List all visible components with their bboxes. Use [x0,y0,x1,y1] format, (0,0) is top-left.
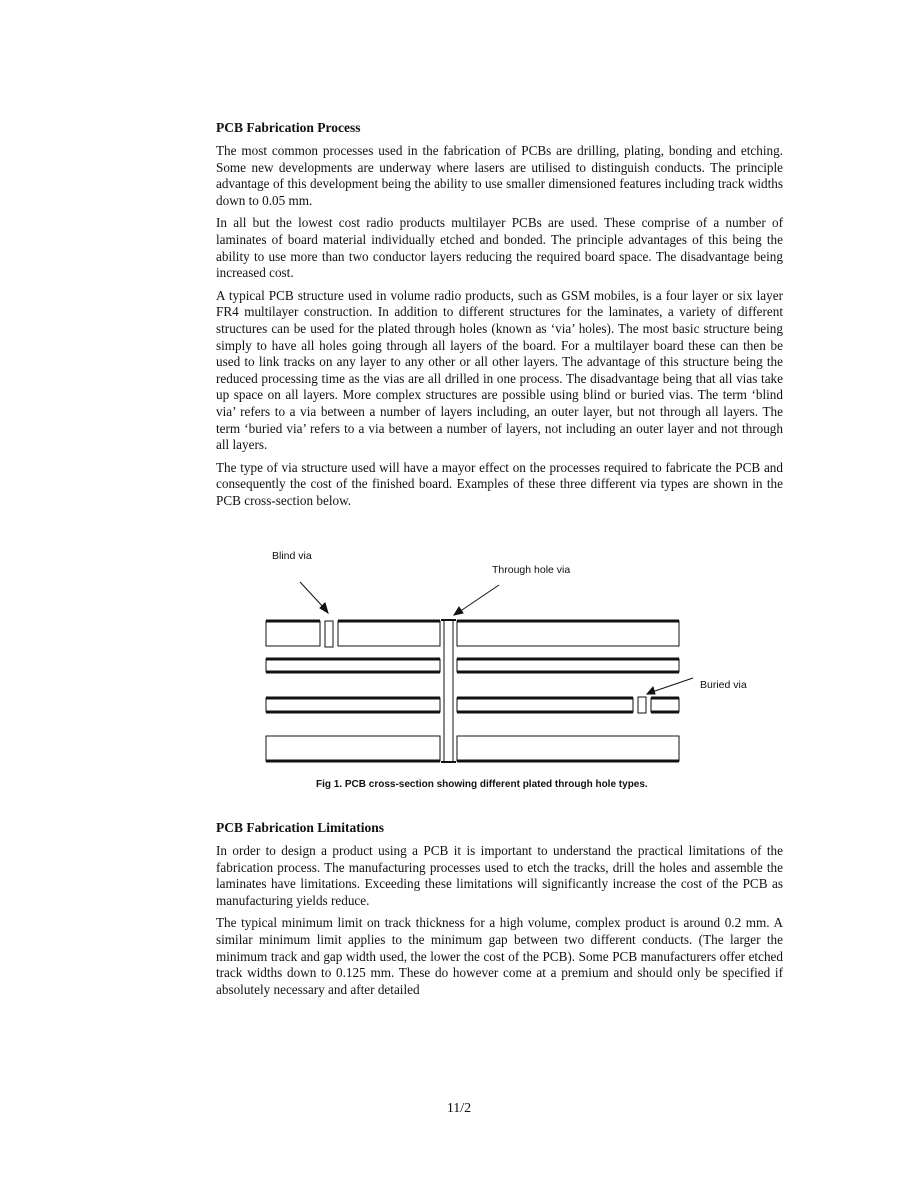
section-fabrication-limitations [216,820,783,998]
buried-via-hole [638,697,646,713]
paragraph: A typical PCB structure used in volume radio products, such as GSM mobiles, is a four layer or six layer FR4 multilayer construction. In addition to different structures for the laminates, a variety of different structures can be used for the plated through holes (known as ‘via’ holes). The most basic structure being simply to have all holes going through all layers of the board. For a multilayer board these can then be used to link tracks on any layer to any other or all other layers. The advantage of this structure being the reduced processing time as the vias are all drilled in one process. The disadvantage being that all vias take up space on all layers. More complex structures are possible using blind or buried vias. The term ‘blind via’ refers to a via between a number of layers including, an outer layer, but not through all layers. The term ‘buried via’ refers to a via between a number of layers, not including an outer layer and not through all layers. [216,287,783,453]
blind-via-arrow [300,582,325,609]
page-number: 11/2 [446,1101,472,1116]
buried-via-label: Buried via [700,679,747,691]
blind-via-hole [325,621,333,647]
blind-via-label: Blind via [272,550,312,562]
arrowhead [647,687,655,694]
through-hole-via-label: Through hole via [492,564,571,576]
layer-4 [266,736,679,761]
layer-2 [266,659,679,672]
paragraph: The typical minimum limit on track thickness for a high volume, complex product is around 0.2 mm. A similar minimum limit applies to the minimum gap between two different conducts. (The larger the minimum track and gap width used, the lower the cost of the PCB). Some PCB manufacturers offer etched track widths down to 0.125 mm. These do however come at a premium and should only be specified if absolutely necessary and after detailed [216,915,783,997]
paragraph: In order to design a product using a PCB it is important to understand the practical limitations of the fabrication process. The manufacturing processes used to etch the tracks, drill the holes and assemble the laminates have limitations. Exceeding these limitations will significantly increase the cost of the PCB as manufacturing yields reduce. [216,843,783,908]
layer-3 [266,697,679,713]
cross-section-diagram [0,548,918,798]
through-hole-via [441,620,456,762]
layer-1 [266,621,679,647]
paragraph: The type of via structure used will have a mayor effect on the processes required to fabricate the PCB and consequently the cost of the finished board. Examples of these three different via types are shown in the PCB cross-section below. [216,459,783,508]
section-heading: PCB Fabrication Process [216,120,361,135]
leader-arrows [300,582,693,694]
paragraph: In all but the lowest cost radio products multilayer PCBs are used. These comprise of a number of laminates of board material individually etched and bonded. The principle advantages of this being the ability to use more than two conductor layers reducing the required board space. The disadvantage being increased cost. [216,215,783,281]
section-fabrication-process [216,120,783,509]
through-via-arrow [459,585,499,612]
section-heading: PCB Fabrication Limitations [216,820,384,835]
arrowhead [454,607,463,615]
figure-caption: Fig 1. PCB cross-section showing different plated through hole types. [316,779,648,790]
pcb-cross-section-figure [0,548,918,798]
buried-via-arrow [652,678,693,692]
paragraph: The most common processes used in the fabrication of PCBs are drilling, plating, bonding and etching. Some new developments are underway where lasers are utilised to distinguish conducts. The principle advantage of this development being the ability to use smaller dimensioned features including track widths down to 0.05 mm. [216,143,783,208]
